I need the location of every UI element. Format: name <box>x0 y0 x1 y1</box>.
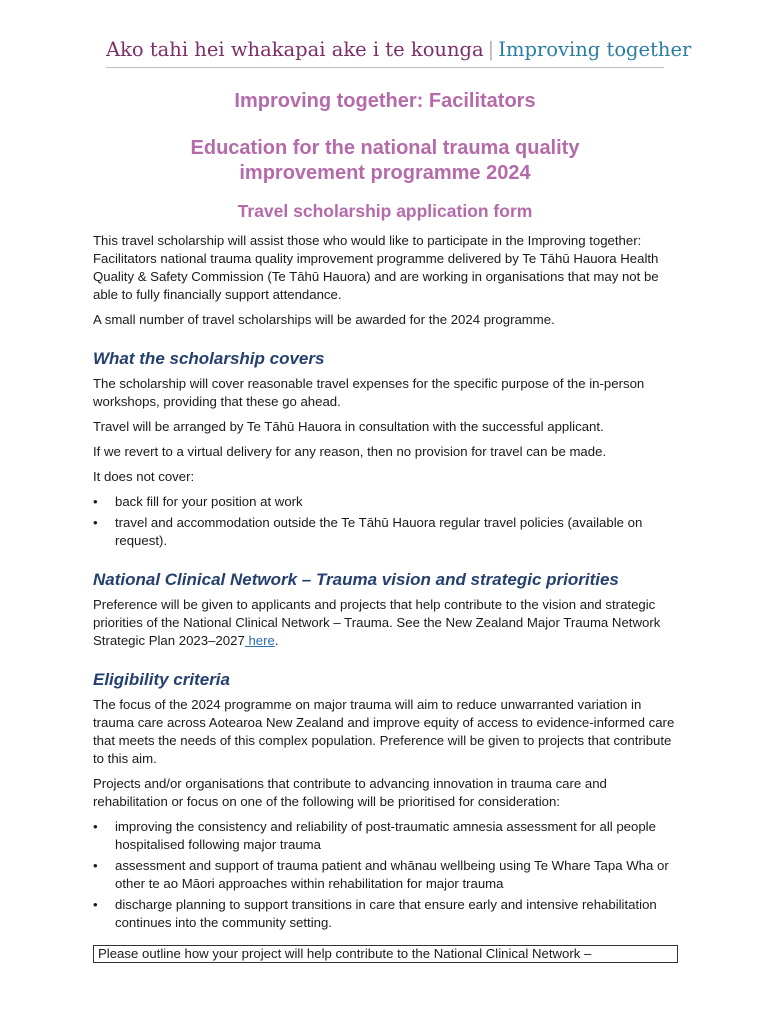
intro-paragraph-1: This travel scholarship will assist those who would like to participate in the Improving together: Facilitators national trauma quality improvement programme delivered by Te Tāhū Hauora Health Quality & Safety Commission (Te Tāhū Hauora) and are working in organisations that may not be able to fully financially support attendance. <box>93 233 659 302</box>
covers-paragraph-4: It does not cover: <box>93 469 195 484</box>
vision-heading: National Clinical Network – Trauma vision and strategic priorities <box>93 570 619 589</box>
subtitle <box>0 136 770 186</box>
intro-paragraph-2: A small number of travel scholarships will be awarded for the 2024 programme. <box>93 312 555 327</box>
priority-list <box>93 818 678 932</box>
banner-english-text: Improving together <box>498 38 692 61</box>
list-item: • improving the consistency and reliability of post-traumatic amnesia assessment for all people hospitalised following major trauma <box>93 818 678 854</box>
list-item: • discharge planning to support transitions in care that ensure early and intensive rehabilitation continues into the community setting. <box>93 896 678 932</box>
covers-paragraph-3: If we revert to a virtual delivery for any reason, then no provision for travel can be made. <box>93 444 607 459</box>
page-title: Improving together: Facilitators <box>234 90 536 112</box>
banner-separator: | <box>487 38 495 61</box>
vision-paragraph <box>93 596 678 650</box>
strategic-plan-link[interactable]: here <box>244 633 275 648</box>
project-contribution-field[interactable]: Please outline how your project will help contribute to the National Clinical Network – <box>93 945 678 963</box>
list-item: • assessment and support of trauma patient and whānau wellbeing using Te Whare Tapa Wha or other te ao Māori approaches within rehabilitation for major trauma <box>93 857 678 893</box>
subtitle-line-1: Education for the national trauma quality <box>190 137 580 159</box>
covers-paragraph-1: The scholarship will cover reasonable travel expenses for the specific purpose of the in-person workshops, providing that these go ahead. <box>93 376 645 409</box>
vision-text: Preference will be given to applicants and projects that help contribute to the vision and strategic priorities of the National Clinical Network – Trauma. See the New Zealand Major Trauma Network Strategic Plan 2023–2027 <box>93 597 661 648</box>
header-banner <box>106 38 692 68</box>
eligibility-heading: Eligibility criteria <box>93 670 230 689</box>
form-title: Travel scholarship application form <box>237 201 533 221</box>
list-item: • travel and accommodation outside the Te Tāhū Hauora regular travel policies (available on request). <box>93 514 678 550</box>
eligibility-paragraph-2: Projects and/or organisations that contribute to advancing innovation in trauma care and rehabilitation or focus on one of the following will be prioritised for consideration: <box>93 776 607 809</box>
document-body <box>93 232 678 939</box>
banner-maori-text: Ako tahi hei whakapai ake i te kounga <box>106 38 484 61</box>
list-item: • back fill for your position at work <box>93 493 678 511</box>
subtitle-line-2: improvement programme 2024 <box>239 162 531 184</box>
vision-text-end: . <box>274 633 279 648</box>
covers-heading: What the scholarship covers <box>93 349 325 368</box>
covers-paragraph-2: Travel will be arranged by Te Tāhū Hauora in consultation with the successful applicant. <box>93 419 604 434</box>
not-covered-list <box>93 493 678 550</box>
eligibility-paragraph-1: The focus of the 2024 programme on major trauma will aim to reduce unwarranted variation in trauma care across Aotearoa New Zealand and improve equity of access to evidence-informed care that meets the needs of this complex population. Preference will be given to projects that contribute to this aim. <box>93 697 675 766</box>
